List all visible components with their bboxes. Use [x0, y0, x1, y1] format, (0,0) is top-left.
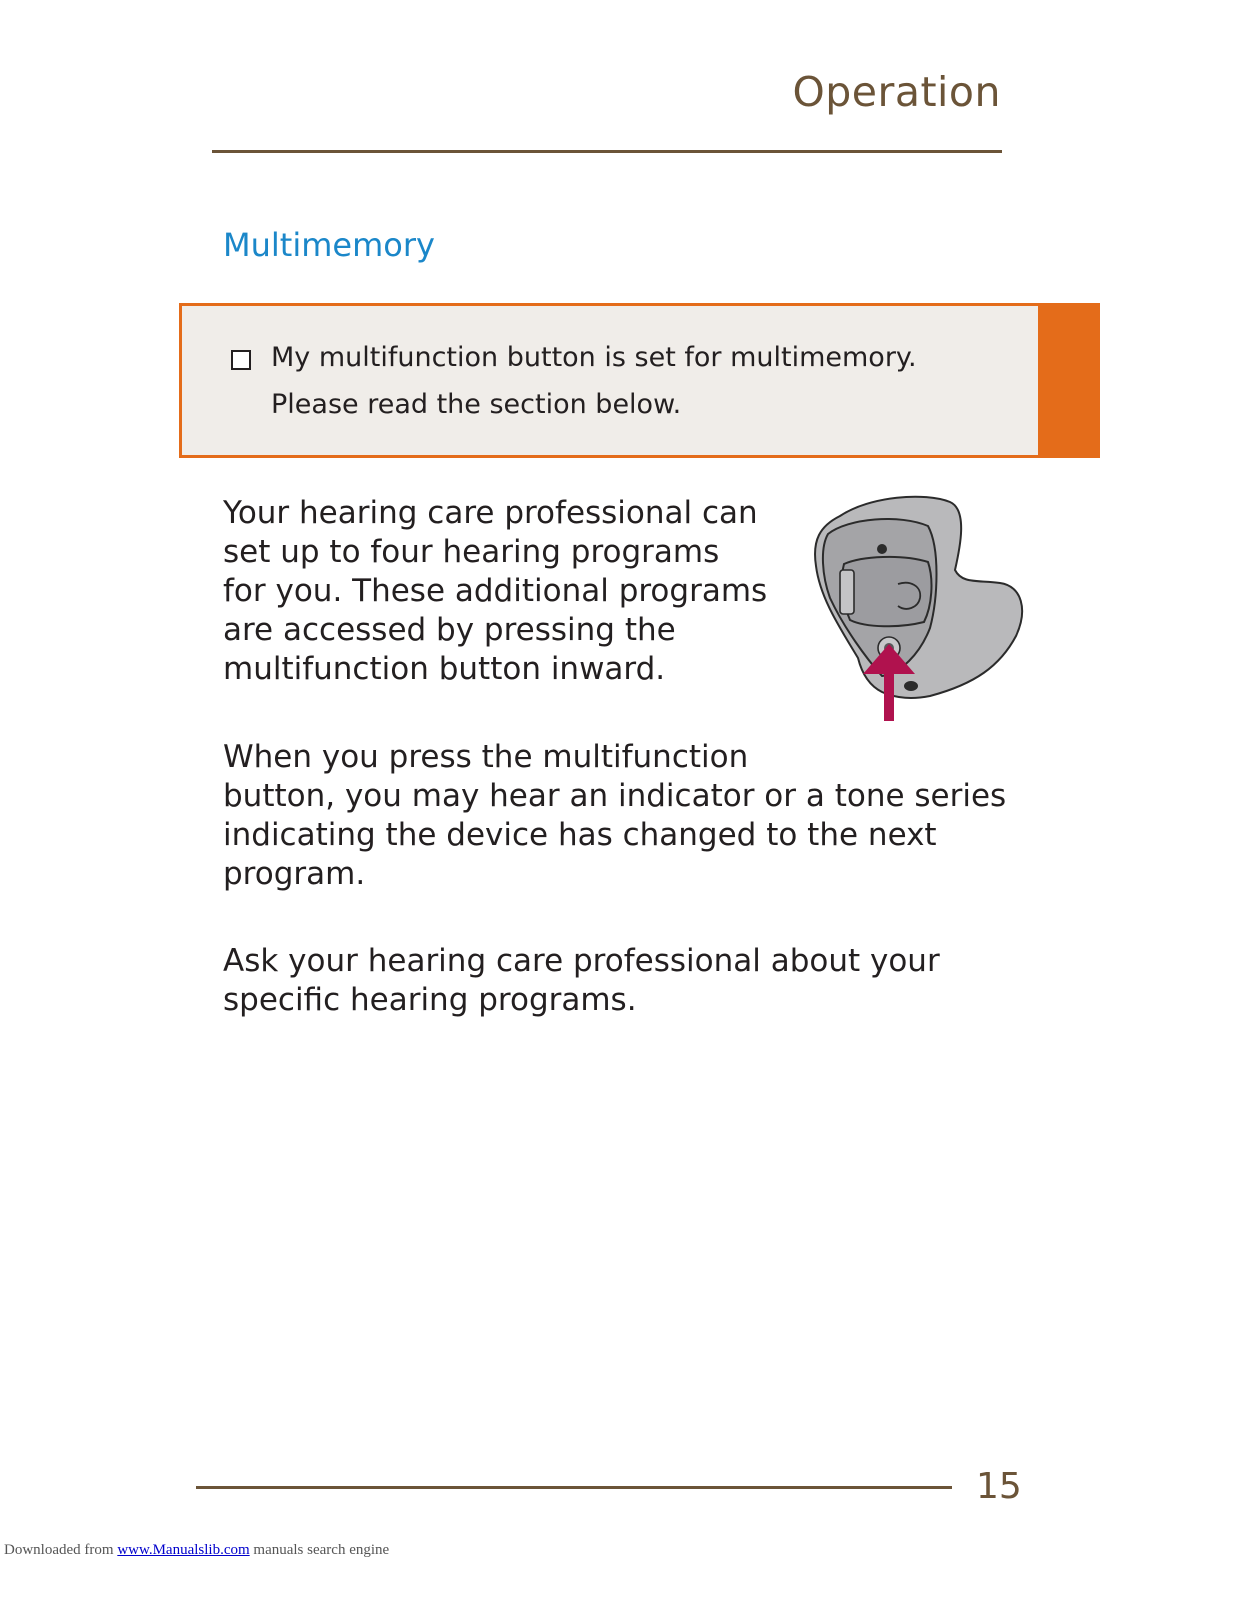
- paragraph-line: specific hearing programs.: [223, 982, 637, 1018]
- paragraph-line: Ask your hearing care professional about your: [223, 943, 940, 979]
- vent-hole: [904, 681, 918, 691]
- paragraph-line: button, you may hear an indicator or a tone series: [223, 778, 1007, 814]
- callout-text-line-2: Please read the section below.: [271, 389, 682, 420]
- paragraph-line: set up to four hearing programs: [223, 534, 720, 570]
- paragraph-line: multifunction button inward.: [223, 651, 666, 687]
- paragraph-line: are accessed by pressing the: [223, 612, 676, 648]
- page-subheading: Multimemory: [223, 226, 435, 264]
- page-number: 15: [976, 1466, 1022, 1507]
- download-footer: [4, 1542, 389, 1559]
- microphone-port: [877, 544, 887, 554]
- multimemory-callout-box: [179, 303, 1100, 458]
- paragraph-line: indicating the device has changed to the next: [223, 817, 937, 853]
- paragraph-line: Your hearing care professional can: [223, 495, 758, 531]
- footer-prefix: Downloaded from: [4, 1542, 118, 1558]
- footer-suffix: manuals search engine: [249, 1542, 390, 1558]
- paragraph-indicator: [223, 738, 1006, 894]
- paragraph-line: program.: [223, 856, 366, 892]
- manualslib-link[interactable]: www.Manualslib.com: [117, 1542, 250, 1558]
- paragraph-line: When you press the multifunction: [223, 739, 749, 775]
- section-title: Operation: [792, 68, 1001, 116]
- battery-door: [842, 557, 931, 626]
- paragraph-line: for you. These additional programs: [223, 573, 768, 609]
- paragraph-ask-professional: [223, 942, 940, 1020]
- hearing-aid-illustration: [800, 488, 1035, 728]
- multimemory-checkbox[interactable]: [231, 350, 251, 370]
- header-divider: [212, 150, 1002, 153]
- callout-accent-bar: [1038, 306, 1097, 455]
- footer-divider: [196, 1486, 952, 1489]
- paragraph-programs: [223, 494, 767, 689]
- callout-text-line-1: My multifunction button is set for multimemory.: [271, 342, 917, 373]
